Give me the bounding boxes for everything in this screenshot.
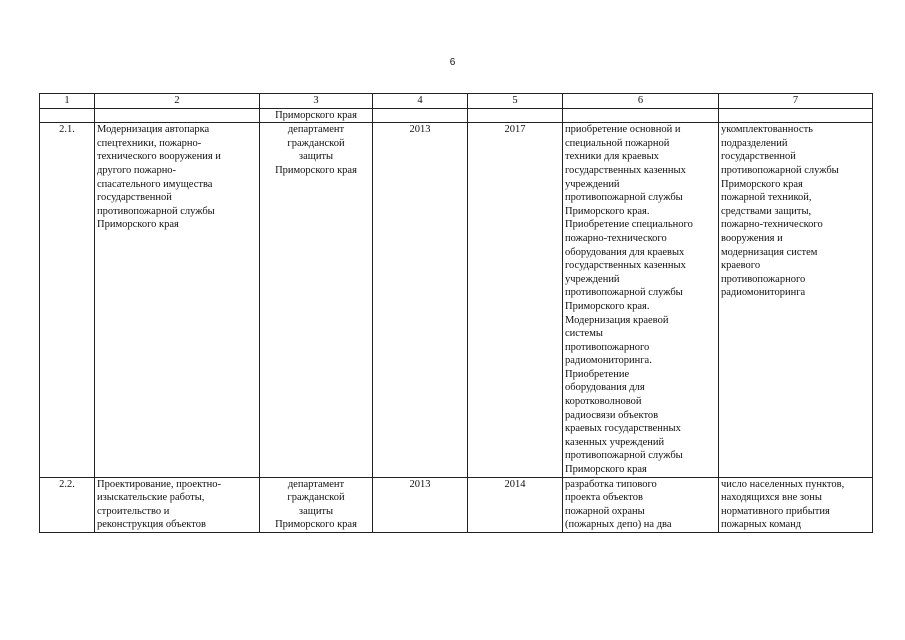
measure-content: приобретение основной и специальной пожарной техники для краевых государственных казенных учреждений противопожарной службы Приморского края. Приобретение специального пожарно-технического оборудования для краевых государственных казенных учреждений противопожарной службы Приморского края. Модернизация краевой системы противопожарного радиомониторинга. Приобретение оборудования для коротковолновой радиосвязи объектов краевых государственных казенных учреждений противопожарной службы Приморского края xyxy=(563,123,719,477)
column-header: 5 xyxy=(468,94,563,109)
table-row xyxy=(40,477,873,532)
table-cell: Приморского края xyxy=(260,108,373,123)
continuation-row xyxy=(40,108,873,123)
start-year: 2013 xyxy=(373,477,468,532)
page-number: 6 xyxy=(449,57,456,68)
measure-name: Проектирование, проектно- изыскательские работы, строительство и реконструкция объектов xyxy=(95,477,260,532)
measure-content: разработка типового проекта объектов пожарной охраны (пожарных депо) на два xyxy=(563,477,719,532)
column-header: 6 xyxy=(563,94,719,109)
table-cell xyxy=(40,108,95,123)
executor: департамент гражданской защиты Приморского края xyxy=(260,123,373,477)
header-row xyxy=(40,94,873,109)
row-number: 2.1. xyxy=(40,123,95,477)
column-header: 3 xyxy=(260,94,373,109)
column-header: 2 xyxy=(95,94,260,109)
end-year: 2017 xyxy=(468,123,563,477)
executor: департамент гражданской защиты Приморского края xyxy=(260,477,373,532)
table-cell xyxy=(373,108,468,123)
expected-result: укомплектованность подразделений государственной противопожарной службы Приморского края пожарной техникой, средствами защиты, пожарно-технического вооружения и модернизация систем краевого противопожарного радиомониторинга xyxy=(719,123,873,477)
column-header: 1 xyxy=(40,94,95,109)
end-year: 2014 xyxy=(468,477,563,532)
expected-result: число населенных пунктов, находящихся вне зоны нормативного прибытия пожарных команд xyxy=(719,477,873,532)
measure-name: Модернизация автопарка спецтехники, пожарно- технического вооружения и другого пожарно- спасательного имущества государственной противопожарной службы Приморского края xyxy=(95,123,260,477)
column-header: 7 xyxy=(719,94,873,109)
table-cell xyxy=(95,108,260,123)
measures-table xyxy=(39,93,873,533)
table-cell xyxy=(719,108,873,123)
table-cell xyxy=(563,108,719,123)
start-year: 2013 xyxy=(373,123,468,477)
table-cell xyxy=(468,108,563,123)
row-number: 2.2. xyxy=(40,477,95,532)
column-header: 4 xyxy=(373,94,468,109)
table-row xyxy=(40,123,873,477)
